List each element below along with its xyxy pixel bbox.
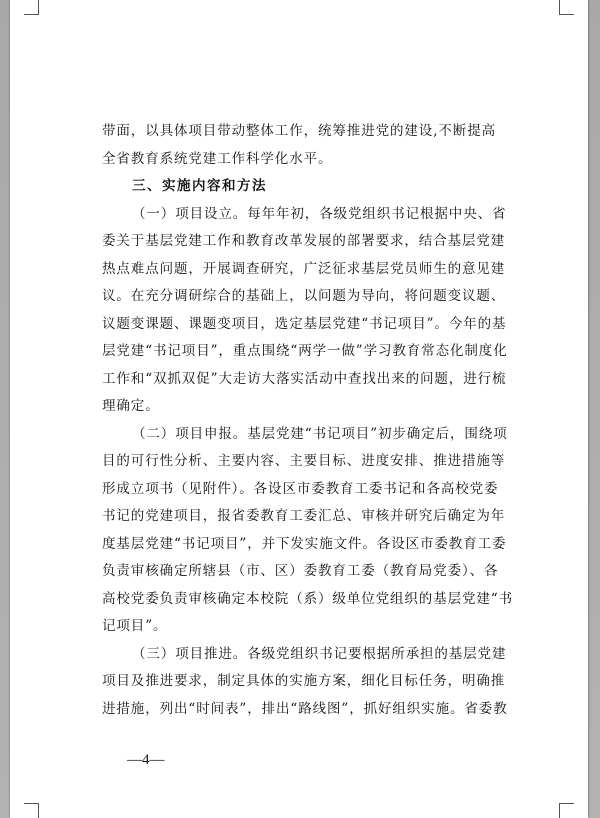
body-line: 委关于基层党建工作和教育改革发展的部署要求，结合基层党建 [102, 233, 506, 249]
body-line: 理确定。 [102, 398, 160, 414]
page-body [102, 118, 532, 723]
body-line: 记项目”。 [102, 618, 168, 634]
body-line: 进措施，列出“时间表”，排出“路线图”，抓好组织实施。省委教 [102, 700, 508, 717]
paragraph-start-line: （二）项目申报。基层党建“书记项目”初步确定后，围绕项 [132, 425, 508, 442]
body-line: 度基层党建“书记项目”，并下发实施文件。各设区市委教育工委 [102, 535, 507, 552]
body-line: 工作和“双抓双促”大走访大落实活动中查找出来的问题，进行梳 [102, 370, 507, 387]
body-line: 全省教育系统党建工作科学化水平。 [102, 150, 333, 167]
body-line: 项目及推进要求，制定具体的实施方案，细化目标任务，明确推 [102, 673, 506, 689]
section-heading: 三、实施内容和方法 [132, 178, 267, 194]
body-line: 层党建“书记项目”，重点围绕“两学一做”学习教育常态化制度化 [102, 343, 508, 359]
page-number: —4— [127, 752, 165, 768]
paragraph-start-line: （三）项目推进。各级党组织书记要根据所承担的基层党建 [132, 645, 507, 662]
crop-mark-bottom-right [559, 803, 574, 818]
body-line: 议。在充分调研综合的基础上，以问题为导向，将问题变议题、 [102, 288, 506, 304]
body-line: 高校党委负责审核确定本校院（系）级单位党组织的基层党建“书 [102, 590, 514, 607]
crop-mark-bottom-left [24, 803, 39, 818]
document-page [10, 0, 588, 818]
body-line: 议题变课题、课题变项目，选定基层党建“书记项目”。今年的基 [102, 315, 507, 332]
paragraph-start-line: （一）项目设立。每年年初，各级党组织书记根据中央、省 [132, 205, 507, 222]
crop-mark-top-left [24, 0, 39, 15]
body-line: 带面，以具体项目带动整体工作，统筹推进党的建设,不断提高 [102, 123, 496, 139]
body-line: 热点难点问题，开展调查研究，广泛征求基层党员师生的意见建 [102, 260, 506, 277]
body-line: 目的可行性分析、主要内容、主要目标、进度安排、推进措施等 [102, 453, 506, 469]
body-line: 形成立项书（见附件）。各设区市委教育工委书记和各高校党委 [102, 480, 499, 497]
crop-mark-top-right [559, 0, 574, 15]
body-line: 负责审核确定所辖县（市、区）委教育工委（教育局党委）、各 [102, 563, 499, 579]
body-line: 书记的党建项目，报省委教育工委汇总、审核并研究后确定为年 [102, 508, 506, 524]
